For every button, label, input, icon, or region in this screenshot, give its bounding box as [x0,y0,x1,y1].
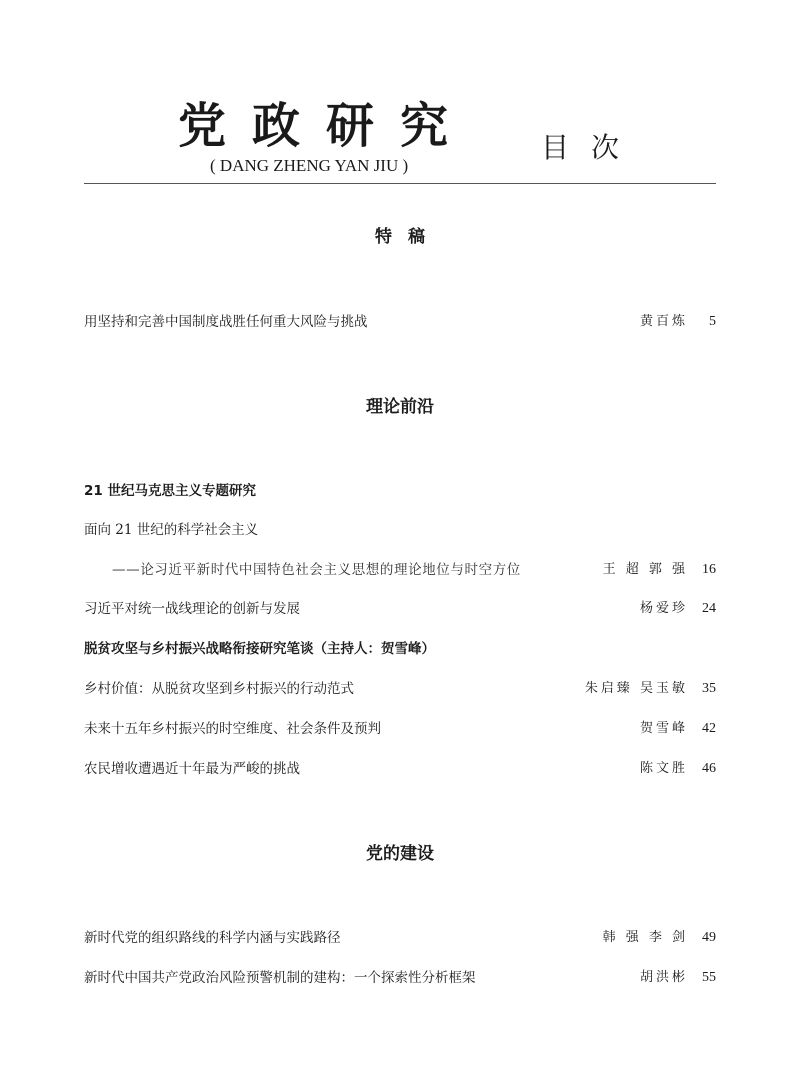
journal-pinyin: ( DANG ZHENG YAN JIU ) [210,156,409,175]
section-title-party-building: 党的建设 [366,844,434,864]
entry-authors: 胡洪彬 [639,970,688,985]
entry-title: 乡村价值：从脱贫攻坚到乡村振兴的行动范式 [84,681,354,697]
subgroup-heading: 脱贫攻坚与乡村振兴战略衔接研究笔谈（主持人：贺雪峰） [84,641,435,657]
entry-page: 49 [702,930,716,945]
section-title-theory: 理论前沿 [366,397,434,417]
entry-page: 24 [702,601,716,616]
entry-page: 35 [702,681,716,696]
entry-title: 农民增收遭遇近十年最为严峻的挑战 [84,761,300,777]
entry-page: 55 [702,970,716,985]
entry-authors: 贺雪峰 [639,721,688,736]
entry-page: 16 [702,562,716,577]
toc-entry[interactable] [84,967,716,989]
entry-authors: 韩 强 李 剑 [602,930,688,945]
toc-entry[interactable] [84,758,716,780]
journal-title: 党政研究 [178,98,475,154]
entry-title: 未来十五年乡村振兴的时空维度、社会条件及预判 [84,721,381,737]
entry-title: 新时代中国共产党政治风险预警机制的建构：一个探索性分析框架 [84,970,476,986]
entry-authors: 王 超 郭 强 [602,562,688,577]
entry-title: 用坚持和完善中国制度战胜任何重大风险与挑战 [84,314,368,330]
entry-title: 面向 21 世纪的科学社会主义 [84,522,259,538]
entry-title: 习近平对统一战线理论的创新与发展 [84,601,300,617]
entry-subtitle: ——论习近平新时代中国特色社会主义思想的理论地位与时空方位 [112,562,521,578]
entry-page: 42 [702,721,716,736]
toc-label: 目次 [541,131,642,164]
entry-authors: 杨爱珍 [639,601,688,616]
toc-entry[interactable] [84,718,716,740]
entry-title: 新时代党的组织路线的科学内涵与实践路径 [84,930,341,946]
entry-page: 5 [709,314,716,329]
entry-authors: 朱启臻 吴玉敏 [584,681,688,696]
toc-entry[interactable] [84,678,716,700]
entry-authors: 陈文胜 [639,761,688,776]
subgroup-heading: 21 世纪马克思主义专题研究 [84,483,256,499]
toc-entry-subtitle[interactable] [84,559,716,581]
entry-page: 46 [702,761,716,776]
toc-entry[interactable] [84,519,716,541]
entry-authors: 黄百炼 [639,314,688,329]
section-title-special: 特稿 [375,227,441,247]
toc-entry[interactable] [84,927,716,949]
header-divider [84,183,716,184]
toc-entry[interactable] [84,311,716,333]
toc-entry[interactable] [84,598,716,620]
